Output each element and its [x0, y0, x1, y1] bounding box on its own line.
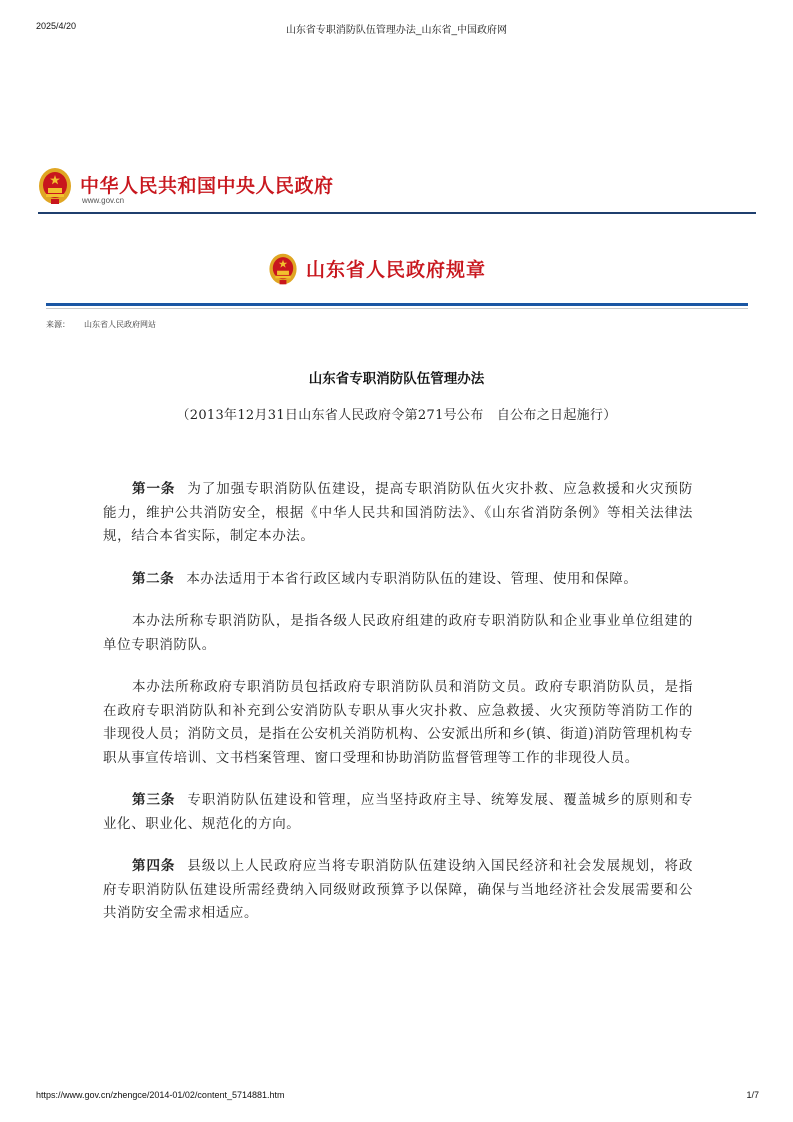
article-number: 第二条: [132, 570, 175, 587]
paragraph: [103, 676, 693, 770]
document-subtitle: （2013年12月31日山东省人民政府令第271号公布 自公布之日起施行）: [176, 408, 617, 423]
article-paragraph: [103, 568, 693, 592]
gov-site-url[interactable]: www.gov.cn: [82, 196, 125, 205]
article-paragraph: [103, 478, 693, 549]
article-number: 第四条: [132, 858, 176, 874]
document-body: [103, 478, 693, 945]
article-number: 第一条: [132, 481, 176, 497]
print-page-title: 山东省专职消防队伍管理办法_山东省_中国政府网: [285, 25, 508, 36]
source-line: [46, 319, 156, 330]
article-paragraph: [103, 789, 693, 836]
paragraph: [103, 610, 693, 657]
province-divider: [46, 303, 748, 306]
article-text: 为了加强专职消防队伍建设，提高专职消防队伍火灾扑救、应急救援和火灾预防能力，维护公共消防安全，根据《中华人民共和国消防法》、《山东省消防条例》等相关法律法规，结合本省实际，制定本办法。: [103, 481, 693, 544]
print-date: 2025/4/20: [36, 21, 77, 31]
article-text: 本办法适用于本省行政区域内专职消防队伍的建设、管理、使用和保障。: [186, 570, 638, 587]
paragraph-text: 本办法所称政府专职消防员包括政府专职消防队员和消防文员。政府专职消防队员，是指在政府专职消防队和补充到公安消防队专职从事火灾扑救、应急救援、火灾预防等消防工作的非现役人员；消防文员，是指在公安机关消防机构、公安派出所和乡(镇、街道)消防管理机构专职从事宣传培训、文书档案管理、窗口受理和协助消防监督管理等工作的非现役人员。: [103, 679, 693, 766]
header-divider: [38, 212, 756, 214]
province-rules-title: 山东省人民政府规章: [306, 259, 487, 281]
source-label: 来源：: [46, 320, 70, 329]
article-paragraph: [103, 855, 693, 926]
article-number: 第三条: [132, 792, 176, 808]
print-url: https://www.gov.cn/zhengce/2014-01/02/content_5714881.htm: [36, 1090, 285, 1100]
province-divider-thin: [46, 308, 748, 309]
paragraph-text: 本办法所称专职消防队，是指各级人民政府组建的政府专职消防队和企业事业单位组建的单位专职消防队。: [103, 613, 693, 653]
article-text: 专职消防队伍建设和管理，应当坚持政府主导、统筹发展、覆盖城乡的原则和专业化、职业化、规范化的方向。: [103, 792, 693, 832]
page-number: 1/7: [746, 1090, 759, 1100]
national-emblem-icon: [38, 166, 72, 206]
document-title: 山东省专职消防队伍管理办法: [308, 371, 485, 387]
source-value: 山东省人民政府网站: [84, 320, 156, 329]
national-emblem-icon: [268, 252, 298, 286]
article-text: 县级以上人民政府应当将专职消防队伍建设纳入国民经济和社会发展规划，将政府专职消防队伍建设所需经费纳入同级财政预算予以保障，确保与当地经济社会发展需要和公共消防安全需求相适应。: [103, 858, 693, 921]
gov-name: 中华人民共和国中央人民政府: [80, 175, 334, 197]
